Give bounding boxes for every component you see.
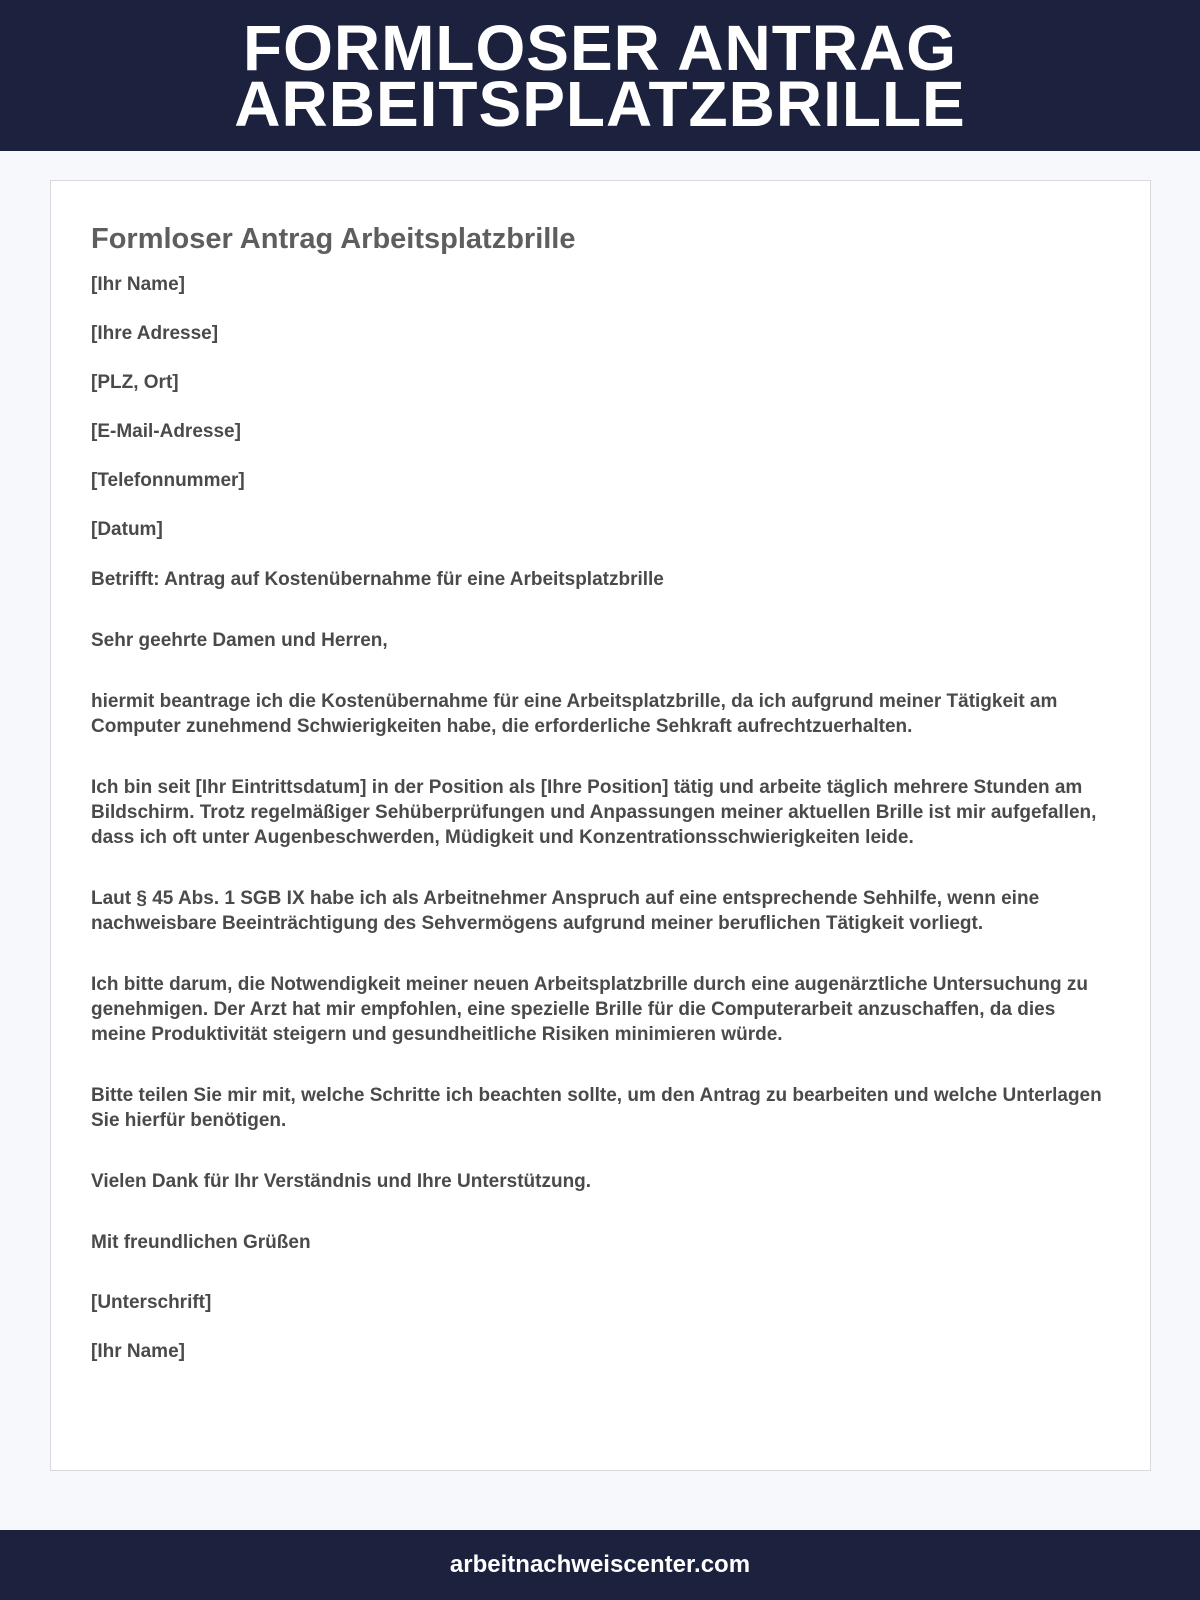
sender-zip-city: [PLZ, Ort]: [91, 372, 179, 393]
document-title: Formloser Antrag Arbeitsplatzbrille: [91, 223, 576, 255]
letter-date: [Datum]: [91, 519, 163, 540]
closing: Mit freundlichen Grüßen: [91, 1232, 311, 1253]
sender-email: [E-Mail-Adresse]: [91, 421, 241, 442]
footer-website: arbeitnachweiscenter.com: [449, 1551, 751, 1578]
sender-address: [Ihre Adresse]: [91, 323, 219, 344]
salutation: Sehr geehrte Damen und Herren,: [91, 630, 388, 651]
subject-line: Betrifft: Antrag auf Kostenübernahme für eine Arbeitsplatzbrille: [91, 569, 664, 590]
sender-name: [Ihr Name]: [91, 274, 185, 295]
signature-placeholder: [Unterschrift]: [91, 1292, 212, 1313]
body-paragraph: Ich bitte darum, die Notwendigkeit meiner neuen Arbeitsplatzbrille durch eine augenärztliche Untersuchung zu genehmigen. Der Arzt hat mir empfohlen, eine spezielle Brille für die Computerarbeit anzuschaffen, da dies meine Produktivität steigern und gesundheitliche Risiken minimieren würde.: [91, 974, 1088, 1045]
header-banner: [0, 0, 1200, 151]
letter-card: [50, 180, 1151, 1471]
body-paragraph: Vielen Dank für Ihr Verständnis und Ihre Unterstützung.: [91, 1171, 592, 1192]
body-paragraph: Bitte teilen Sie mir mit, welche Schritte ich beachten sollte, um den Antrag zu bearbeiten und welche Unterlagen Sie hierfür benötigen.: [91, 1085, 1102, 1131]
body-paragraph: hiermit beantrage ich die Kostenübernahme für eine Arbeitsplatzbrille, da ich aufgrund meiner Tätigkeit am Computer zunehmend Schwierigkeiten habe, die erforderliche Sehkraft aufrechtzuerhalten.: [91, 691, 1058, 737]
body-paragraph: Ich bin seit [Ihr Eintrittsdatum] in der Position als [Ihre Position] tätig und arbeite täglich mehrere Stunden am Bildschirm. Trotz regelmäßiger Sehüberprüfungen und Anpassungen meiner aktuellen Brille ist mir aufgefallen, dass ich oft unter Augenbeschwerden, Müdigkeit und Konzentrationsschwierigkeiten leide.: [91, 777, 1097, 848]
banner-title: FORMLOSER ANTRAG ARBEITSPLATZBRILLE: [234, 11, 966, 140]
signature-name: [Ihr Name]: [91, 1341, 185, 1362]
sender-address-block: [91, 273, 1110, 542]
body-paragraph: Laut § 45 Abs. 1 SGB IX habe ich als Arbeitnehmer Anspruch auf eine entsprechende Sehhilfe, wenn eine nachweisbare Beeinträchtigung des Sehvermögens aufgrund meiner beruflichen Tätigkeit vorliegt.: [91, 888, 1040, 934]
sender-phone: [Telefonnummer]: [91, 470, 245, 491]
footer-bar: [0, 1530, 1200, 1600]
